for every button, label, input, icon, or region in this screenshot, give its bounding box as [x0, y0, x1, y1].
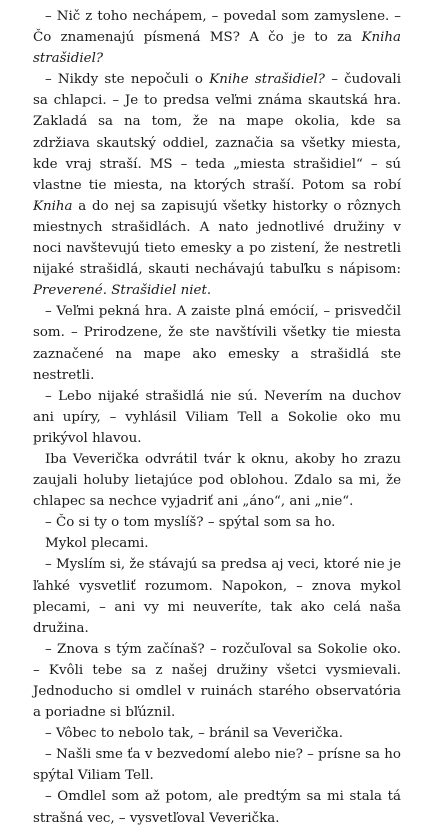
paragraph [33, 386, 401, 449]
text-run: – Myslím si, že stávajú sa predsa aj veci, ktoré nie je ľahké vysvetliť rozumom. Napokon, – znova mykol plecami, – ani vy mi neuveríte, tak ako celá naša družina. [33, 557, 401, 636]
italic-title: Kniha strašidiel? [33, 30, 401, 67]
paragraph [33, 301, 401, 385]
text-run: – Omdlel som až potom, ale predtým sa mi stala tá strašná vec, – vysvetľoval Veverička. [33, 789, 401, 826]
text-run: – Veľmi pekná hra. A zaiste plná emócií, – prisvedčil som. – Prirodzene, že ste navštívili všetky tie miesta zaznačené na mape ako emesky a strašidlá ste nestretli. [33, 304, 401, 383]
text-run: – Vôbec to nebolo tak, – bránil sa Veverička. [45, 726, 344, 742]
text-run: – Znova s tým začínaš? – rozčuľoval sa Sokolie oko. – Kvôli tebe sa z našej družiny všetci vysmievali. Jednoducho si omdlel v ruinách starého observatória a poriadne si bľúznil. [33, 641, 401, 721]
paragraph [33, 512, 401, 533]
paragraph [33, 639, 401, 723]
paragraph [33, 554, 401, 638]
paragraph [33, 744, 401, 786]
italic-title: Kniha [33, 198, 73, 214]
italic-sign-text: Preverené. Strašidiel niet. [33, 283, 212, 299]
text-run: Mykol plecami. [45, 536, 149, 552]
paragraph [33, 6, 401, 69]
paragraph [33, 786, 401, 828]
book-page [33, 6, 401, 829]
text-run: Iba Veverička odvrátil tvár k oknu, akoby ho zrazu zaujali holuby lietajúce pod oblohou. Zdalo sa mi, že chlapec sa nechce vyjadriť ani „áno“, ani „nie“. [33, 451, 401, 510]
text-run: – čudovali sa chlapci. – Je to predsa veľmi známa skautská hra. Zakladá sa na tom, že na mape okolia, kde sa zdržiava skautský oddiel, zaznačia sa všetky miesta, kde vraj straší. MS – teda „miesta strašidiel“ – sú vlastne tie miesta, na ktorých straší. Potom sa robí [33, 72, 402, 193]
text-run: – Nič z toho nechápem, – povedal som zamyslene. – Čo znamenajú písmená MS? A čo je to za [33, 9, 401, 46]
paragraph [33, 449, 401, 512]
italic-title: Knihe strašidiel? [209, 72, 325, 88]
text-run: – Lebo nijaké strašidlá nie sú. Neverím na duchov ani upíry, – vyhlásil Viliam Tell a Sokolie oko mu prikývol hlavou. [33, 388, 401, 446]
text-run: – Našli sme ťa v bezvedomí alebo nie? – prísne sa ho spýtal Viliam Tell. [33, 747, 401, 784]
paragraph [33, 533, 401, 554]
paragraph [33, 723, 401, 744]
text-run: a do nej sa zapisujú všetky historky o rôznych miestnych strašidlách. A nato jednotlivé družiny v noci navštevujú tieto emesky a po zistení, že nestretli nijaké strašidlá, skauti nechávajú tabuľku s nápisom: [33, 198, 401, 278]
paragraph [33, 69, 401, 301]
text-run: – Nikdy ste nepočuli o [45, 72, 210, 88]
text-run: – Čo si ty o tom myslíš? – spýtal som sa ho. [45, 515, 336, 531]
